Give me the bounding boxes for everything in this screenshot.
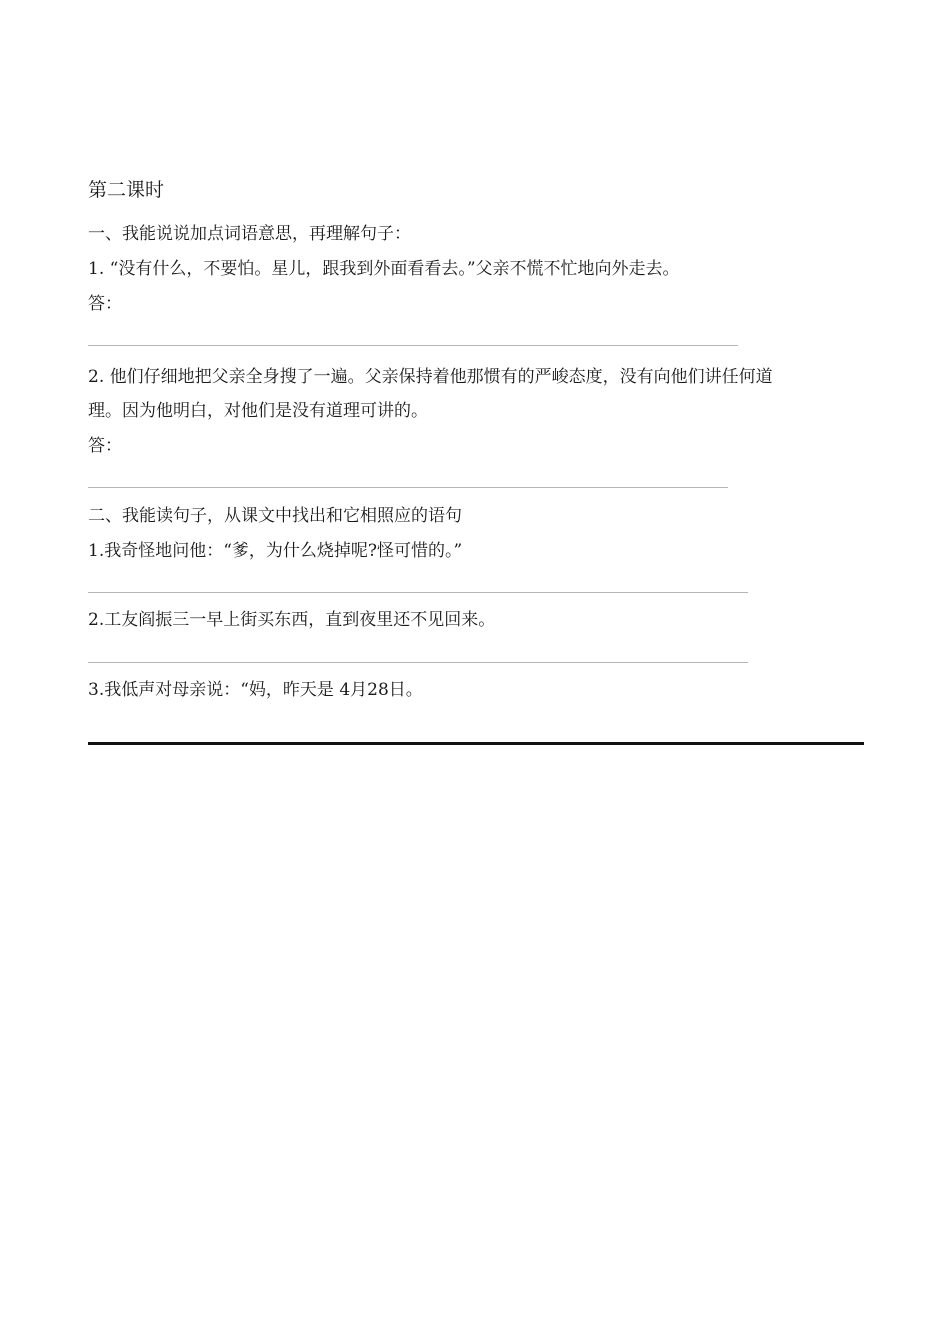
section-1-heading: 一、我能说说加点词语意思，再理解句子： xyxy=(88,224,411,244)
page-divider xyxy=(88,742,864,745)
answer-line-2[interactable] xyxy=(88,487,728,488)
sentence-3: 3.我低声对母亲说：“妈，昨天是 4月28日。 xyxy=(88,680,423,700)
page-title: 第二课时 xyxy=(88,179,165,201)
answer-line-3[interactable] xyxy=(88,592,748,593)
question-2-text-line2: 理。因为他明白，对他们是没有道理可讲的。 xyxy=(88,401,428,421)
answer-line-1[interactable] xyxy=(88,345,738,346)
question-1-text: 1. “没有什么，不要怕。星儿，跟我到外面看看去。”父亲不慌不忙地向外走去。 xyxy=(88,259,680,279)
section-2-heading: 二、我能读句子，从课文中找出和它相照应的语句 xyxy=(88,506,462,526)
question-2-text-line1: 2. 他们仔细地把父亲全身搜了一遍。父亲保持着他那惯有的严峻态度，没有向他们讲任何道 xyxy=(88,367,773,387)
question-1-answer-label: 答： xyxy=(88,294,122,314)
sentence-1: 1.我奇怪地问他：“爹，为什么烧掉呢?怪可惜的。” xyxy=(88,541,463,561)
question-2-answer-label: 答： xyxy=(88,436,122,456)
answer-line-4[interactable] xyxy=(88,662,748,663)
sentence-2: 2.工友阎振三一早上街买东西，直到夜里还不见回来。 xyxy=(88,610,496,630)
